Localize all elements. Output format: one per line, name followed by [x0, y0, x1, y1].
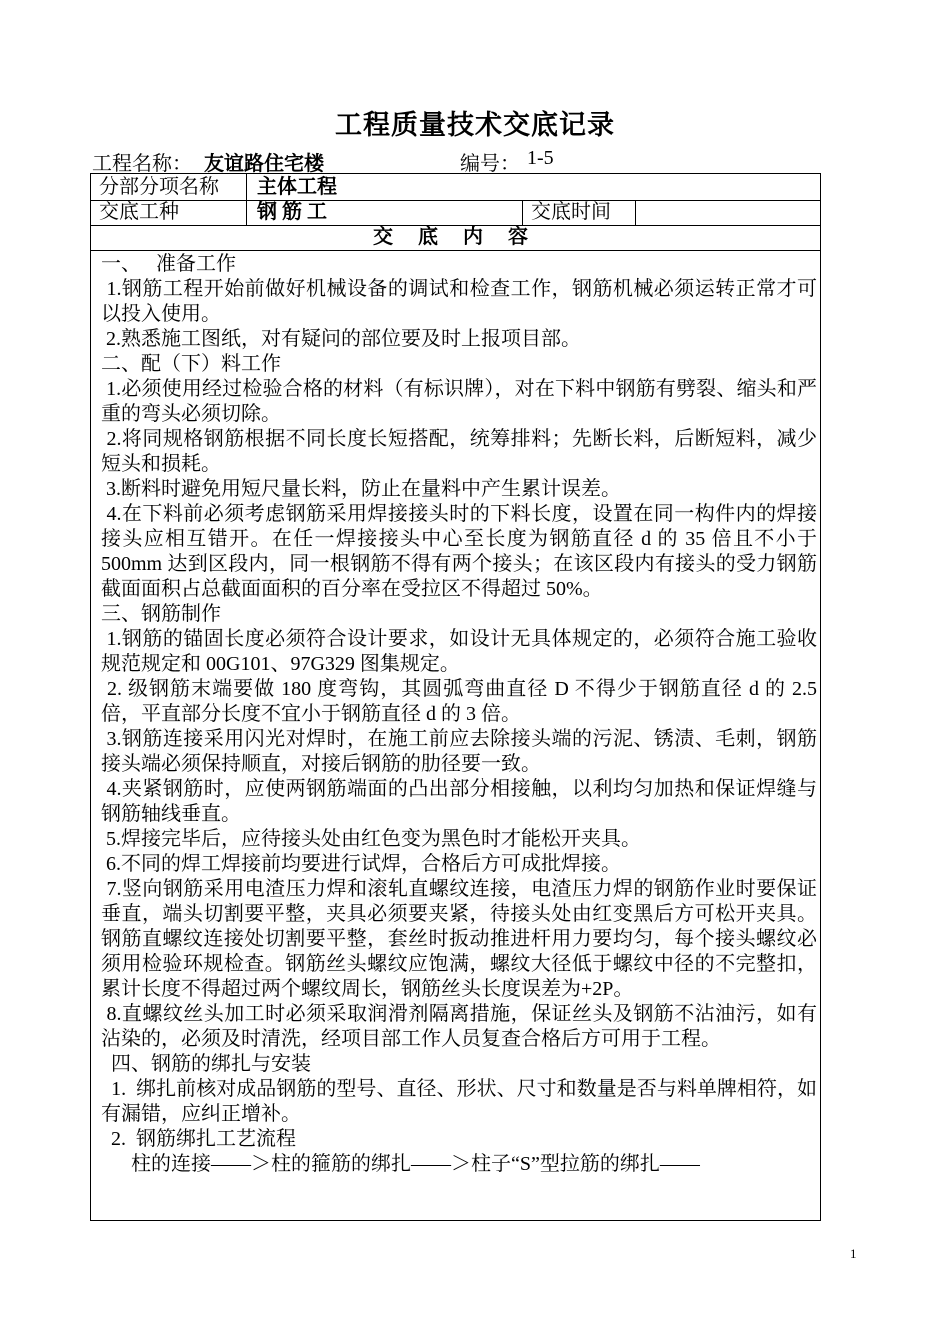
content-paragraph: 1.钢筋的锚固长度必须符合设计要求，如设计无具体规定的，必须符合施工验收规范规定和 00G101、97G329 图集规定。 [101, 628, 818, 675]
content-paragraph: 4.夹紧钢筋时，应使两钢筋端面的凸出部分相接触，以利均匀加热和保证焊缝与钢筋轴线垂直。 [101, 778, 818, 825]
number-label: 编号： [460, 153, 520, 175]
cell-divider [246, 174, 247, 200]
content-paragraph: 2. 级钢筋末端要做 180 度弯钩，其圆弧弯曲直径 D 不得少于钢筋直径 d 的 2.5 倍，平直部分长度不宜小于钢筋直径 d 的 3 倍。 [101, 678, 822, 725]
content-paragraph: 3.断料时避免用短尺量长料，防止在量料中产生累计误差。 [101, 478, 621, 500]
header-meta [92, 147, 822, 173]
content-paragraph: 四、钢筋的绑扎与安装 [101, 1053, 311, 1075]
content-paragraph: 2. 钢筋绑扎工艺流程 [101, 1128, 296, 1150]
cell-divider [246, 200, 247, 225]
content-paragraph: 一、 准备工作 [101, 253, 236, 275]
content-paragraph: 4.在下料前必须考虑钢筋采用焊接接头时的下料长度，设置在同一构件内的焊接接头应相互错开。在任一焊接接头中心至长度为钢筋直径 d 的 35 倍且不小于 500mm 达到区段内，同一根钢筋不得有两个接头；在该区段内有接头的受力钢筋截面面积占总截面面积的百分率在受拉区不得超过 50%。 [101, 503, 822, 600]
content-paragraph: 柱的连接——＞柱的箍筋的绑扎——＞柱子“S”型拉筋的绑扎—— [101, 1153, 700, 1175]
content-paragraph: 2.将同规格钢筋根据不同长度长短搭配，统筹排料；先断长料，后断短料，减少短头和损耗。 [101, 428, 818, 475]
content-paragraph: 6.不同的焊工焊接前均要进行试焊，合格后方可成批焊接。 [101, 853, 621, 875]
trade-row [91, 200, 820, 226]
content-paragraph: 1.钢筋工程开始前做好机械设备的调试和检查工作，钢筋机械必须运转正常才可以投入使用。 [101, 278, 818, 325]
content-paragraph: 二、配（下）料工作 [101, 353, 281, 375]
content-paragraph: 3.钢筋连接采用闪光对焊时，在施工前应去除接头端的污泥、锈渍、毛刺，钢筋接头端必须保持顺直，对接后钢筋的肋径要一致。 [101, 728, 818, 775]
content-header: 交 底 内 容 [373, 226, 538, 248]
subitem-label: 分部分项名称 [99, 176, 219, 198]
content-paragraph: 1.必须使用经过检验合格的材料（有标识牌），对在下料中钢筋有劈裂、缩头和严重的弯头必须切除。 [101, 378, 818, 425]
cell-divider [522, 200, 523, 225]
trade-label: 交底工种 [99, 201, 179, 223]
subitem-row [91, 174, 820, 201]
content-paragraph: 三、钢筋制作 [101, 603, 221, 625]
content-paragraph: 5.焊接完毕后，应待接头处由红色变为黑色时才能松开夹具。 [101, 828, 641, 850]
content-paragraph: 8.直螺纹丝头加工时必须采取润滑剂隔离措施，保证丝头及钢筋不沾油污，如有沾染的，必须及时清洗，经项目部工作人员复查合格后方可用于工程。 [101, 1003, 818, 1050]
content-paragraph: 7.竖向钢筋采用电渣压力焊和滚轧直螺纹连接，电渣压力焊的钢筋作业时要保证垂直，端头切割要平整，夹具必须要夹紧，待接头处由红变黑后方可松开夹具。钢筋直螺纹连接处切割要平整，套丝时扳动推进杆用力要均匀，每个接头螺纹必须用检验环规检查。钢筋丝头螺纹应饱满，螺纹大径低于螺纹中径的不完整扣，累计长度不得超过两个螺纹周长，钢筋丝头长度误差为+2P。 [101, 878, 818, 1000]
project-name-value: 友谊路住宅楼 [204, 153, 324, 175]
page-number: 1 [850, 1246, 857, 1261]
document-title: 工程质量技术交底记录 [335, 110, 615, 140]
trade-value: 钢 筋 工 [257, 201, 327, 223]
content-paragraph: 1. 绑扎前核对成品钢筋的型号、直径、形状、尺寸和数量是否与料单牌相符，如有漏错，应纠正增补。 [101, 1078, 818, 1125]
content-paragraph: 2.熟悉施工图纸，对有疑问的部位要及时上报项目部。 [101, 328, 581, 350]
subitem-value: 主体工程 [257, 176, 337, 198]
number-value: 1-5 [527, 147, 554, 169]
record-table [90, 173, 821, 1221]
cell-divider [635, 200, 636, 225]
project-name-label: 工程名称： [92, 153, 192, 175]
content-body [101, 252, 822, 1177]
time-label: 交底时间 [531, 201, 611, 223]
content-header-row [91, 225, 820, 251]
